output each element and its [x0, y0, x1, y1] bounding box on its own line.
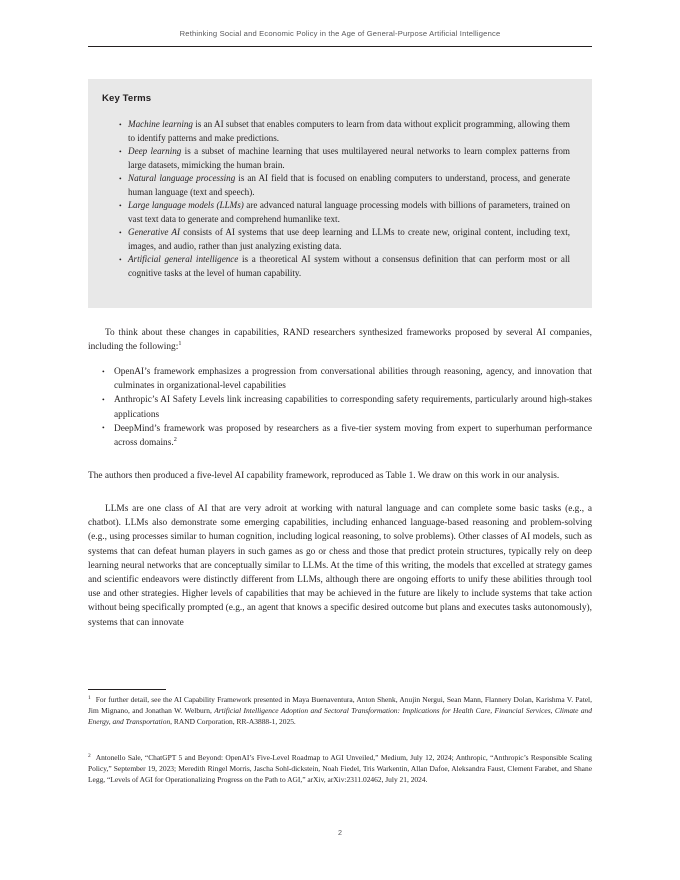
footnote-1-marker: 1 [88, 694, 91, 701]
footnote-separator-rule [88, 689, 166, 690]
key-term-definition: consists of AI systems that use deep learning and LLMs to create new, original content, including text, images, and audio, rather than just analyzing existing data. [128, 227, 570, 251]
key-term-definition: is a theoretical AI system without a consensus definition that can perform most or all cognitive tasks at the level of human capability. [128, 254, 570, 279]
framework-bullet-item [88, 393, 592, 421]
key-term-name: Large language models (LLMs) [128, 200, 244, 211]
key-terms-heading: Key Terms [102, 93, 152, 104]
footnote-2 [88, 752, 592, 786]
footnote-1-title-italic: Artificial Intelligence Adoption and Sectoral Transformation: Implications for Health Care, Financial Services, Climate and Energy, and Transportation [88, 706, 592, 727]
footnote-ref-2[interactable]: 2 [173, 435, 177, 443]
key-term-name: Natural language processing [128, 173, 236, 184]
framework-bullet-list [88, 365, 592, 450]
key-term-item [88, 253, 578, 280]
key-terms-callout-box [88, 79, 592, 308]
key-term-name: Deep learning [128, 146, 182, 157]
key-term-name: Artificial general intelligence [128, 254, 239, 265]
llms-paragraph: LLMs are one class of AI that are very adroit at working with natural language and can complete some basic tasks (e.g., a chatbot). LLMs also demonstrate some emerging capabilities, including enhanced language-based reasoning and problem-solving (e.g., using processes similar to human cognition, including logical reasoning, to solve problems). Other classes of AI models, such as systems that can defeat human players in such games as go or chess and those that predict protein structures, typically rely on deep learning neural networks that are conceptually similar to LLMs. At the time of this writing, the models that excelled at strategy games and scientific endeavors were distinctly different from LLMs, although there are ongoing efforts to unify these abilities through tool use and other strategies. Higher levels of capabilities that may be achieved in the future are likely to include systems that take action without being specifically prompted (e.g., an agent that knows a specific desired outcome but plans and executes tasks autonomously), systems that can innovate [88, 504, 592, 628]
key-terms-list [88, 118, 578, 281]
key-term-definition: are advanced natural language processing models with billions of parameters, trained on vast text data to generate and comprehend humanlike text. [128, 200, 570, 224]
key-term-definition: is an AI field that is focused on enabling computers to understand, process, and generate human language (text and speech). [128, 173, 570, 197]
footnote-2-marker: 2 [88, 752, 91, 759]
footnote-2-text: Antonello Sale, “ChatGPT 5 and Beyond: OpenAI’s Five-Level Roadmap to AGI Unveiled,” Medium, July 12, 2024; Anthropic, “Anthropic’s Responsible Scaling Policy,” September 19, 2023; Meredith Ringel Morris, Jascha Sohl-dickstein, Noah Fiedel, Tris Warkentin, Allan Dafoe, Aleksandra Faust, Clement Farabet, and Shane Legg, “Levels of AGI for Operationalizing Progress on the Path to AGI,” arXiv, arXiv:2311.02462, July 21, 2024. [88, 753, 592, 785]
framework-bullet-text: Anthropic’s AI Safety Levels link increasing capabilities to corresponding safety requirements, particularly around high-stakes applications [114, 395, 592, 420]
footnote-1-text-part1: For further detail, see the AI Capability Framework presented in Maya Buenaventura, Anton Shenk, Anujin Nergui, Sean Mann, Flannery Dolan, Karishma V. Patel, Jim Mignano, and Jonathan W. Welburn, [88, 695, 592, 716]
key-term-item [88, 199, 578, 226]
framework-bullet-item [88, 365, 592, 393]
framework-bullet-text: DeepMind’s framework was proposed by researchers as a five-tier system moving from expert to superhuman performance across domains. [114, 423, 592, 449]
footnote-1 [88, 694, 592, 728]
key-term-item [88, 226, 578, 253]
framework-bullet-item [88, 422, 592, 450]
intro-paragraph [88, 326, 592, 354]
footnote-ref-1[interactable]: 1 [178, 340, 182, 348]
key-term-name: Machine learning [128, 119, 193, 129]
running-header-title: Rethinking Social and Economic Policy in the Age of General-Purpose Artificial Intelligence [179, 29, 501, 38]
key-term-definition: is a subset of machine learning that uses multilayered neural networks to learn complex patterns from large datasets, mimicking the human brain. [128, 146, 570, 170]
key-term-item [88, 172, 578, 199]
framework-bullet-text: OpenAI’s framework emphasizes a progression from conversational abilities through reasoning, agency, and innovation that culminates in organizational-level capabilities [114, 367, 592, 392]
key-term-definition: is an AI subset that enables computers to learn from data without explicit programming, allowing them to identify patterns and make predictions. [128, 119, 570, 143]
intro-paragraph-text: To think about these changes in capabilities, RAND researchers synthesized frameworks proposed by several AI companies, including the following: [88, 328, 592, 353]
key-term-item [88, 118, 578, 145]
table-reference-paragraph: The authors then produced a five-level AI capability framework, reproduced as Table 1. We draw on this work in our analysis. [88, 471, 560, 481]
page-number: 2 [338, 828, 342, 837]
key-term-item [88, 145, 578, 172]
footnote-1-text-part2: , RAND Corporation, RR-A3888-1, 2025. [170, 717, 296, 727]
key-term-name: Generative AI [128, 227, 180, 238]
header-rule [88, 46, 592, 47]
